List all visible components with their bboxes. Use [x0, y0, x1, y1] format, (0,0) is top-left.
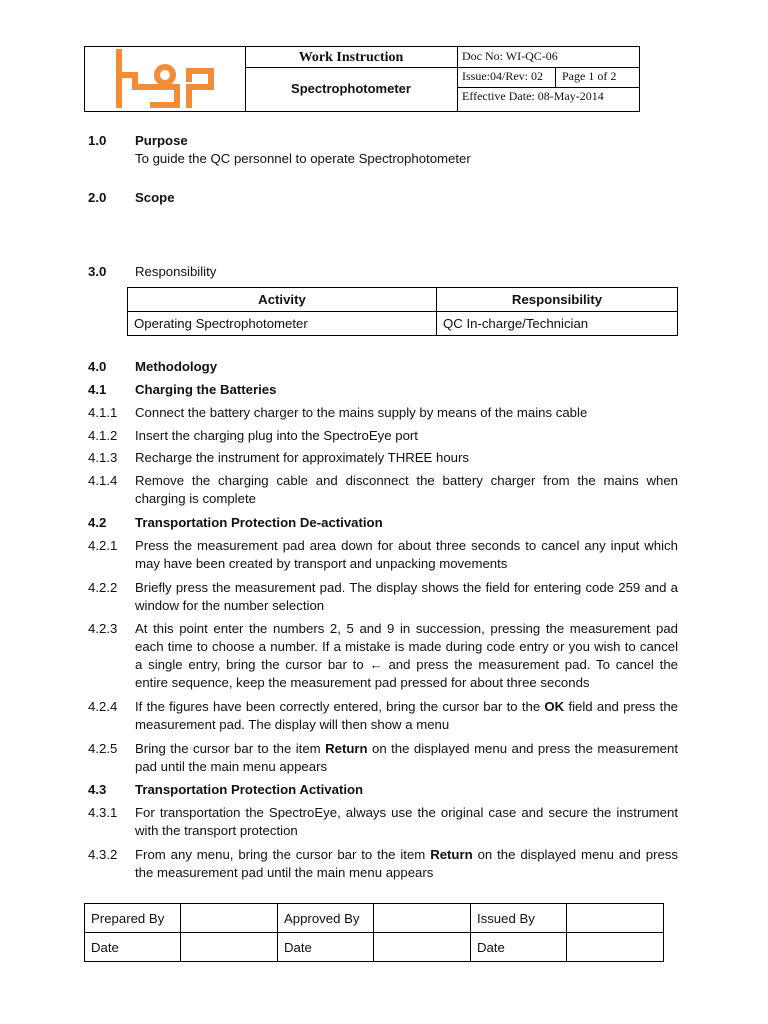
responsibility-table	[127, 287, 678, 336]
approved-by-value	[374, 904, 470, 933]
item-number: 4.1.3	[88, 450, 118, 465]
item-text: Recharge the instrument for approximately THREE hours	[135, 450, 469, 465]
document-header	[84, 46, 640, 112]
section-title: Purpose	[135, 133, 188, 148]
table-cell: Operating Spectrophotometer	[128, 312, 437, 336]
item-text: Remove the charging cable and disconnect the battery charger from the mains when charging is complete	[135, 473, 678, 506]
date-label: Date	[277, 933, 373, 962]
company-logo	[105, 49, 225, 109]
date-value	[181, 933, 277, 962]
item-text: Bring the cursor bar to the item Return on the displayed menu and press the measurement pad until the main menu appears	[135, 741, 678, 774]
hsp-logo-icon	[105, 49, 225, 109]
item-number: 4.1.2	[88, 428, 118, 443]
date-value	[567, 933, 664, 962]
subsection-number: 4.1	[88, 382, 107, 397]
approved-by-label: Approved By	[277, 904, 373, 933]
prepared-by-label: Prepared By	[85, 904, 181, 933]
item-text: From any menu, bring the cursor bar to the item Return on the displayed menu and press the measurement pad until the main menu appears	[135, 847, 678, 880]
section-title: Methodology	[135, 359, 218, 374]
section-number: 3.0	[88, 264, 107, 279]
section-title: Responsibility	[135, 264, 217, 279]
subsection-title: Transportation Protection Activation	[135, 782, 364, 797]
subsection-title: Charging the Batteries	[135, 382, 277, 397]
table-header: Responsibility	[437, 288, 678, 312]
table-row	[128, 312, 678, 336]
table-row	[85, 933, 664, 962]
item-number: 4.2.5	[88, 741, 118, 756]
date-label: Date	[85, 933, 181, 962]
item-number: 4.1.1	[88, 405, 118, 420]
section-number: 4.0	[88, 359, 107, 374]
subsection-number: 4.3	[88, 782, 107, 797]
section-title: Scope	[135, 190, 175, 205]
approval-table	[84, 903, 664, 962]
section-number: 1.0	[88, 133, 107, 148]
issued-by-label: Issued By	[470, 904, 566, 933]
item-number: 4.2.3	[88, 621, 118, 636]
item-text: Connect the battery charger to the mains supply by means of the mains cable	[135, 405, 588, 420]
item-number: 4.2.2	[88, 580, 118, 595]
item-text: Press the measurement pad area down for about three seconds to cancel any input which may have been created by transport and unpacking movements	[135, 538, 678, 571]
date-value	[374, 933, 470, 962]
item-number: 4.3.1	[88, 805, 118, 820]
effective-date: Effective Date: 08-May-2014	[462, 89, 604, 103]
item-number: 4.2.1	[88, 538, 118, 553]
document-subject: Spectrophotometer	[291, 81, 411, 96]
table-row	[85, 904, 664, 933]
issue-revision: Issue:04/Rev: 02	[462, 69, 543, 83]
item-text: Briefly press the measurement pad. The display shows the field for entering code 259 and a window for the number selection	[135, 580, 678, 613]
item-text: If the figures have been correctly entered, bring the cursor bar to the OK field and press the measurement pad. The display will then show a menu	[135, 699, 678, 732]
item-text: Insert the charging plug into the SpectroEye port	[135, 428, 418, 443]
page-number: Page 1 of 2	[562, 69, 617, 83]
subsection-number: 4.2	[88, 515, 107, 530]
doc-number: Doc No: WI-QC-06	[462, 49, 558, 63]
item-text: For transportation the SpectroEye, always use the original case and secure the instrument with the transport protection	[135, 805, 678, 838]
purpose-text: To guide the QC personnel to operate Spectrophotometer	[135, 151, 471, 166]
issued-by-value	[567, 904, 664, 933]
subsection-title: Transportation Protection De-activation	[135, 515, 383, 530]
section-number: 2.0	[88, 190, 107, 205]
item-number: 4.2.4	[88, 699, 118, 714]
table-cell: QC In-charge/Technician	[437, 312, 678, 336]
item-number: 4.3.2	[88, 847, 118, 862]
table-header: Activity	[128, 288, 437, 312]
document-type-title: Work Instruction	[298, 50, 404, 65]
date-label: Date	[470, 933, 566, 962]
item-number: 4.1.4	[88, 473, 118, 488]
item-text: At this point enter the numbers 2, 5 and 9 in succession, pressing the measurement pad each time to choose a number. If a mistake is made during code entry or you wish to cancel a single entry, bring the cursor bar to ← and press the measurement pad. To cancel the entire sequence, keep the measurement pad pressed for about three seconds	[135, 621, 678, 690]
prepared-by-value	[181, 904, 277, 933]
